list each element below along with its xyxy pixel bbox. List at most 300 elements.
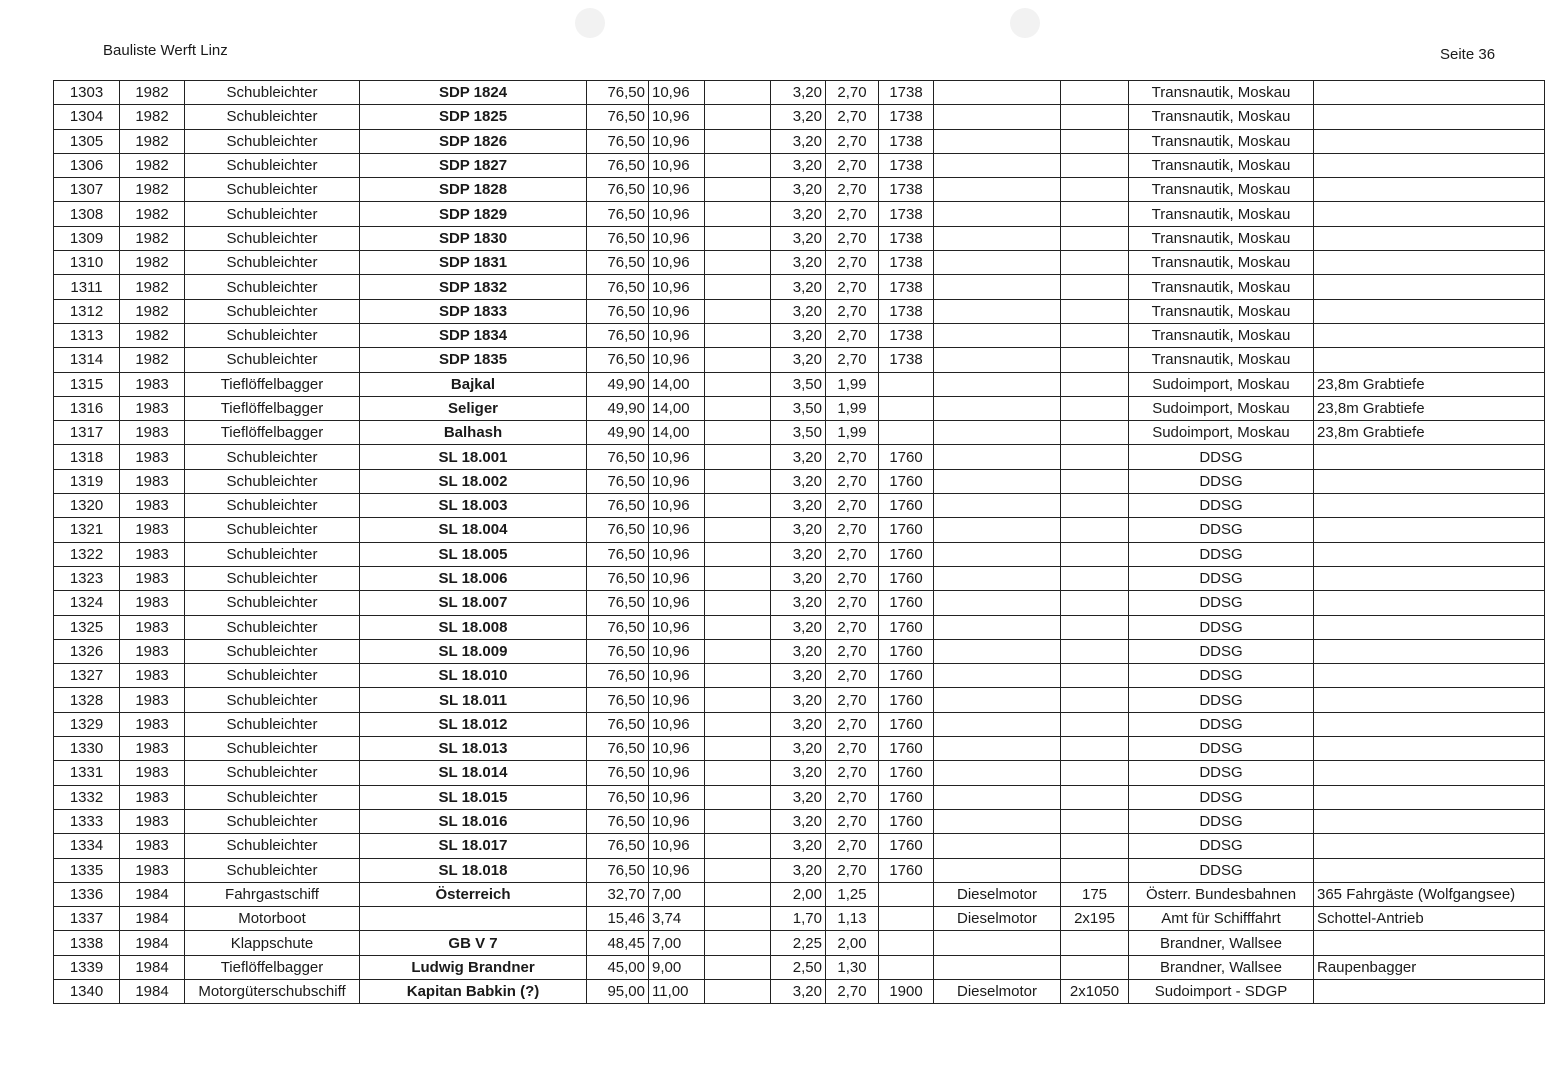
length-cell: 76,50 <box>587 469 649 493</box>
length-cell: 76,50 <box>587 591 649 615</box>
table-row <box>54 542 1545 566</box>
owner-cell: DDSG <box>1129 518 1314 542</box>
draft-cell: 2,70 <box>826 834 879 858</box>
engine-cell <box>934 299 1061 323</box>
depth-cell: 3,20 <box>771 469 826 493</box>
engine-cell <box>934 396 1061 420</box>
hull-number-cell: 1313 <box>54 323 120 347</box>
empty-cell <box>705 907 771 931</box>
hull-number-cell: 1328 <box>54 688 120 712</box>
vessel-type-cell: Schubleichter <box>185 178 360 202</box>
power-cell: 2x195 <box>1061 907 1129 931</box>
hull-number-cell: 1314 <box>54 348 120 372</box>
empty-cell <box>705 737 771 761</box>
year-cell: 1984 <box>120 882 185 906</box>
length-cell: 76,50 <box>587 639 649 663</box>
draft-cell: 2,70 <box>826 518 879 542</box>
hull-number-cell: 1327 <box>54 664 120 688</box>
owner-cell: DDSG <box>1129 445 1314 469</box>
year-cell: 1982 <box>120 348 185 372</box>
depth-cell: 3,20 <box>771 785 826 809</box>
owner-cell: DDSG <box>1129 591 1314 615</box>
vessel-name-cell: SL 18.012 <box>360 712 587 736</box>
hull-number-cell: 1318 <box>54 445 120 469</box>
table-row <box>54 445 1545 469</box>
year-cell: 1983 <box>120 542 185 566</box>
draft-cell: 2,70 <box>826 153 879 177</box>
depth-cell: 3,20 <box>771 202 826 226</box>
draft-cell: 2,70 <box>826 129 879 153</box>
vessel-type-cell: Schubleichter <box>185 226 360 250</box>
vessel-name-cell: GB V 7 <box>360 931 587 955</box>
table-body <box>54 81 1545 1004</box>
width-cell: 10,96 <box>649 834 705 858</box>
length-cell: 76,50 <box>587 81 649 105</box>
width-cell: 10,96 <box>649 615 705 639</box>
depth-cell: 3,20 <box>771 275 826 299</box>
width-cell: 10,96 <box>649 105 705 129</box>
depth-cell: 3,20 <box>771 809 826 833</box>
tonnage-cell: 1738 <box>879 348 934 372</box>
year-cell: 1982 <box>120 178 185 202</box>
year-cell: 1983 <box>120 834 185 858</box>
engine-cell <box>934 639 1061 663</box>
power-cell <box>1061 542 1129 566</box>
empty-cell <box>705 809 771 833</box>
remark-cell <box>1314 979 1545 1003</box>
owner-cell: DDSG <box>1129 469 1314 493</box>
width-cell: 10,96 <box>649 737 705 761</box>
engine-cell <box>934 469 1061 493</box>
engine-cell <box>934 737 1061 761</box>
depth-cell: 3,20 <box>771 979 826 1003</box>
owner-cell: Transnautik, Moskau <box>1129 226 1314 250</box>
vessel-name-cell: SDP 1832 <box>360 275 587 299</box>
depth-cell: 3,20 <box>771 858 826 882</box>
length-cell: 76,50 <box>587 348 649 372</box>
hull-number-cell: 1338 <box>54 931 120 955</box>
width-cell: 10,96 <box>649 202 705 226</box>
table-row <box>54 518 1545 542</box>
hull-number-cell: 1339 <box>54 955 120 979</box>
table-row <box>54 494 1545 518</box>
draft-cell: 2,70 <box>826 664 879 688</box>
power-cell: 175 <box>1061 882 1129 906</box>
vessel-type-cell: Motorboot <box>185 907 360 931</box>
power-cell: 2x1050 <box>1061 979 1129 1003</box>
engine-cell <box>934 178 1061 202</box>
table-row <box>54 129 1545 153</box>
draft-cell: 2,70 <box>826 615 879 639</box>
remark-cell <box>1314 323 1545 347</box>
vessel-type-cell: Schubleichter <box>185 737 360 761</box>
engine-cell <box>934 105 1061 129</box>
width-cell: 10,96 <box>649 494 705 518</box>
vessel-name-cell: SL 18.001 <box>360 445 587 469</box>
tonnage-cell: 1760 <box>879 664 934 688</box>
length-cell: 49,90 <box>587 396 649 420</box>
empty-cell <box>705 979 771 1003</box>
table-row <box>54 566 1545 590</box>
width-cell: 3,74 <box>649 907 705 931</box>
hull-number-cell: 1332 <box>54 785 120 809</box>
depth-cell: 3,20 <box>771 591 826 615</box>
hull-number-cell: 1331 <box>54 761 120 785</box>
year-cell: 1982 <box>120 275 185 299</box>
remark-cell <box>1314 494 1545 518</box>
empty-cell <box>705 566 771 590</box>
remark-cell <box>1314 518 1545 542</box>
tonnage-cell: 1760 <box>879 688 934 712</box>
owner-cell: DDSG <box>1129 785 1314 809</box>
depth-cell: 3,20 <box>771 226 826 250</box>
length-cell: 76,50 <box>587 299 649 323</box>
empty-cell <box>705 372 771 396</box>
length-cell: 76,50 <box>587 494 649 518</box>
engine-cell <box>934 591 1061 615</box>
year-cell: 1983 <box>120 712 185 736</box>
remark-cell <box>1314 664 1545 688</box>
empty-cell <box>705 299 771 323</box>
tonnage-cell: 1738 <box>879 275 934 299</box>
length-cell: 76,50 <box>587 834 649 858</box>
table-row <box>54 275 1545 299</box>
depth-cell: 3,20 <box>771 518 826 542</box>
width-cell: 10,96 <box>649 323 705 347</box>
page-number: Seite 36 <box>1440 46 1496 63</box>
tonnage-cell: 1738 <box>879 129 934 153</box>
table-row <box>54 712 1545 736</box>
depth-cell: 3,20 <box>771 178 826 202</box>
length-cell: 76,50 <box>587 445 649 469</box>
power-cell <box>1061 834 1129 858</box>
empty-cell <box>705 712 771 736</box>
hull-number-cell: 1311 <box>54 275 120 299</box>
vessel-name-cell: SDP 1833 <box>360 299 587 323</box>
vessel-name-cell: SDP 1825 <box>360 105 587 129</box>
hull-number-cell: 1315 <box>54 372 120 396</box>
table-row <box>54 834 1545 858</box>
draft-cell: 2,70 <box>826 494 879 518</box>
length-cell: 76,50 <box>587 664 649 688</box>
length-cell: 76,50 <box>587 858 649 882</box>
year-cell: 1984 <box>120 907 185 931</box>
power-cell <box>1061 566 1129 590</box>
vessel-name-cell: SL 18.010 <box>360 664 587 688</box>
empty-cell <box>705 469 771 493</box>
vessel-name-cell: SL 18.013 <box>360 737 587 761</box>
width-cell: 10,96 <box>649 688 705 712</box>
depth-cell: 3,20 <box>771 542 826 566</box>
hull-number-cell: 1337 <box>54 907 120 931</box>
hull-number-cell: 1334 <box>54 834 120 858</box>
owner-cell: Transnautik, Moskau <box>1129 105 1314 129</box>
year-cell: 1983 <box>120 761 185 785</box>
vessel-name-cell <box>360 907 587 931</box>
hull-number-cell: 1330 <box>54 737 120 761</box>
year-cell: 1983 <box>120 858 185 882</box>
vessel-type-cell: Schubleichter <box>185 712 360 736</box>
vessel-type-cell: Schubleichter <box>185 129 360 153</box>
tonnage-cell: 1760 <box>879 737 934 761</box>
table-row <box>54 882 1545 906</box>
length-cell: 76,50 <box>587 105 649 129</box>
vessel-name-cell: SDP 1827 <box>360 153 587 177</box>
remark-cell <box>1314 469 1545 493</box>
vessel-type-cell: Schubleichter <box>185 445 360 469</box>
length-cell: 45,00 <box>587 955 649 979</box>
engine-cell <box>934 761 1061 785</box>
tonnage-cell <box>879 421 934 445</box>
width-cell: 10,96 <box>649 566 705 590</box>
owner-cell: DDSG <box>1129 615 1314 639</box>
owner-cell: Amt für Schifffahrt <box>1129 907 1314 931</box>
table-row <box>54 639 1545 663</box>
year-cell: 1982 <box>120 202 185 226</box>
width-cell: 10,96 <box>649 129 705 153</box>
tonnage-cell: 1760 <box>879 834 934 858</box>
owner-cell: Transnautik, Moskau <box>1129 299 1314 323</box>
length-cell: 76,50 <box>587 129 649 153</box>
table-row <box>54 81 1545 105</box>
power-cell <box>1061 785 1129 809</box>
draft-cell: 2,70 <box>826 251 879 275</box>
remark-cell <box>1314 178 1545 202</box>
power-cell <box>1061 445 1129 469</box>
vessel-type-cell: Schubleichter <box>185 566 360 590</box>
vessel-name-cell: SL 18.007 <box>360 591 587 615</box>
vessel-type-cell: Schubleichter <box>185 105 360 129</box>
hull-number-cell: 1307 <box>54 178 120 202</box>
width-cell: 9,00 <box>649 955 705 979</box>
table-row <box>54 761 1545 785</box>
year-cell: 1983 <box>120 785 185 809</box>
engine-cell <box>934 518 1061 542</box>
year-cell: 1983 <box>120 518 185 542</box>
hull-number-cell: 1323 <box>54 566 120 590</box>
hull-number-cell: 1326 <box>54 639 120 663</box>
engine-cell <box>934 129 1061 153</box>
power-cell <box>1061 931 1129 955</box>
remark-cell <box>1314 809 1545 833</box>
remark-cell <box>1314 639 1545 663</box>
width-cell: 10,96 <box>649 518 705 542</box>
table-row <box>54 858 1545 882</box>
engine-cell <box>934 931 1061 955</box>
owner-cell: DDSG <box>1129 664 1314 688</box>
remark-cell <box>1314 348 1545 372</box>
draft-cell: 2,70 <box>826 809 879 833</box>
tonnage-cell: 1738 <box>879 153 934 177</box>
tonnage-cell: 1738 <box>879 226 934 250</box>
engine-cell <box>934 615 1061 639</box>
hull-number-cell: 1312 <box>54 299 120 323</box>
remark-cell <box>1314 202 1545 226</box>
power-cell <box>1061 129 1129 153</box>
vessel-name-cell: SDP 1829 <box>360 202 587 226</box>
width-cell: 10,96 <box>649 469 705 493</box>
tonnage-cell <box>879 372 934 396</box>
tonnage-cell: 1760 <box>879 761 934 785</box>
year-cell: 1982 <box>120 129 185 153</box>
tonnage-cell: 1760 <box>879 469 934 493</box>
empty-cell <box>705 542 771 566</box>
hull-number-cell: 1308 <box>54 202 120 226</box>
power-cell <box>1061 251 1129 275</box>
empty-cell <box>705 178 771 202</box>
power-cell <box>1061 688 1129 712</box>
remark-cell: Schottel-Antrieb <box>1314 907 1545 931</box>
engine-cell <box>934 494 1061 518</box>
empty-cell <box>705 615 771 639</box>
owner-cell: Transnautik, Moskau <box>1129 202 1314 226</box>
year-cell: 1984 <box>120 931 185 955</box>
depth-cell: 3,20 <box>771 445 826 469</box>
table-row <box>54 251 1545 275</box>
engine-cell <box>934 542 1061 566</box>
vessel-type-cell: Schubleichter <box>185 834 360 858</box>
empty-cell <box>705 251 771 275</box>
length-cell: 76,50 <box>587 226 649 250</box>
vessel-type-cell: Schubleichter <box>185 591 360 615</box>
empty-cell <box>705 955 771 979</box>
depth-cell: 3,20 <box>771 129 826 153</box>
table-row <box>54 178 1545 202</box>
table-row <box>54 785 1545 809</box>
tonnage-cell: 1738 <box>879 178 934 202</box>
vessel-type-cell: Schubleichter <box>185 153 360 177</box>
vessel-type-cell: Schubleichter <box>185 275 360 299</box>
draft-cell: 2,70 <box>826 323 879 347</box>
table-row <box>54 323 1545 347</box>
hull-number-cell: 1316 <box>54 396 120 420</box>
table-row <box>54 809 1545 833</box>
vessel-name-cell: Balhash <box>360 421 587 445</box>
power-cell <box>1061 737 1129 761</box>
power-cell <box>1061 494 1129 518</box>
vessel-name-cell: SL 18.015 <box>360 785 587 809</box>
engine-cell <box>934 421 1061 445</box>
table-row <box>54 299 1545 323</box>
remark-cell <box>1314 153 1545 177</box>
empty-cell <box>705 323 771 347</box>
power-cell <box>1061 858 1129 882</box>
empty-cell <box>705 81 771 105</box>
vessel-type-cell: Schubleichter <box>185 494 360 518</box>
owner-cell: Transnautik, Moskau <box>1129 81 1314 105</box>
tonnage-cell: 1900 <box>879 979 934 1003</box>
remark-cell <box>1314 81 1545 105</box>
hull-number-cell: 1324 <box>54 591 120 615</box>
year-cell: 1983 <box>120 396 185 420</box>
remark-cell: Raupenbagger <box>1314 955 1545 979</box>
empty-cell <box>705 761 771 785</box>
power-cell <box>1061 81 1129 105</box>
remark-cell <box>1314 931 1545 955</box>
vessel-name-cell: SDP 1826 <box>360 129 587 153</box>
tonnage-cell: 1760 <box>879 542 934 566</box>
owner-cell: DDSG <box>1129 712 1314 736</box>
power-cell <box>1061 372 1129 396</box>
punch-hole-left <box>575 8 605 38</box>
width-cell: 14,00 <box>649 396 705 420</box>
engine-cell: Dieselmotor <box>934 907 1061 931</box>
tonnage-cell: 1760 <box>879 809 934 833</box>
draft-cell: 1,30 <box>826 955 879 979</box>
depth-cell: 3,20 <box>771 323 826 347</box>
draft-cell: 2,70 <box>826 979 879 1003</box>
tonnage-cell: 1760 <box>879 639 934 663</box>
vessel-name-cell: SL 18.006 <box>360 566 587 590</box>
draft-cell: 1,99 <box>826 421 879 445</box>
vessel-name-cell: SL 18.002 <box>360 469 587 493</box>
remark-cell: 23,8m Grabtiefe <box>1314 421 1545 445</box>
year-cell: 1983 <box>120 421 185 445</box>
empty-cell <box>705 931 771 955</box>
engine-cell <box>934 275 1061 299</box>
table-row <box>54 372 1545 396</box>
table-row <box>54 396 1545 420</box>
engine-cell <box>934 688 1061 712</box>
empty-cell <box>705 445 771 469</box>
width-cell: 10,96 <box>649 542 705 566</box>
table-row <box>54 615 1545 639</box>
hull-number-cell: 1310 <box>54 251 120 275</box>
draft-cell: 2,70 <box>826 445 879 469</box>
vessel-type-cell: Schubleichter <box>185 542 360 566</box>
empty-cell <box>705 153 771 177</box>
length-cell: 76,50 <box>587 275 649 299</box>
empty-cell <box>705 202 771 226</box>
engine-cell: Dieselmotor <box>934 979 1061 1003</box>
power-cell <box>1061 275 1129 299</box>
length-cell: 76,50 <box>587 688 649 712</box>
vessel-type-cell: Schubleichter <box>185 639 360 663</box>
vessel-name-cell: SDP 1830 <box>360 226 587 250</box>
depth-cell: 3,20 <box>771 664 826 688</box>
vessel-type-cell: Schubleichter <box>185 858 360 882</box>
remark-cell <box>1314 737 1545 761</box>
owner-cell: Transnautik, Moskau <box>1129 153 1314 177</box>
hull-number-cell: 1340 <box>54 979 120 1003</box>
width-cell: 10,96 <box>649 664 705 688</box>
tonnage-cell: 1760 <box>879 712 934 736</box>
vessel-name-cell: Ludwig Brandner <box>360 955 587 979</box>
year-cell: 1983 <box>120 469 185 493</box>
vessel-type-cell: Schubleichter <box>185 518 360 542</box>
draft-cell: 2,70 <box>826 348 879 372</box>
depth-cell: 3,20 <box>771 737 826 761</box>
power-cell <box>1061 639 1129 663</box>
power-cell <box>1061 469 1129 493</box>
power-cell <box>1061 105 1129 129</box>
tonnage-cell: 1760 <box>879 445 934 469</box>
owner-cell: DDSG <box>1129 542 1314 566</box>
owner-cell: Transnautik, Moskau <box>1129 251 1314 275</box>
year-cell: 1982 <box>120 299 185 323</box>
vessel-type-cell: Schubleichter <box>185 469 360 493</box>
owner-cell: DDSG <box>1129 761 1314 785</box>
table-row <box>54 202 1545 226</box>
hull-number-cell: 1329 <box>54 712 120 736</box>
draft-cell: 2,70 <box>826 737 879 761</box>
depth-cell: 1,70 <box>771 907 826 931</box>
depth-cell: 3,20 <box>771 566 826 590</box>
length-cell: 48,45 <box>587 931 649 955</box>
power-cell <box>1061 348 1129 372</box>
draft-cell: 2,70 <box>826 688 879 712</box>
width-cell: 10,96 <box>649 251 705 275</box>
